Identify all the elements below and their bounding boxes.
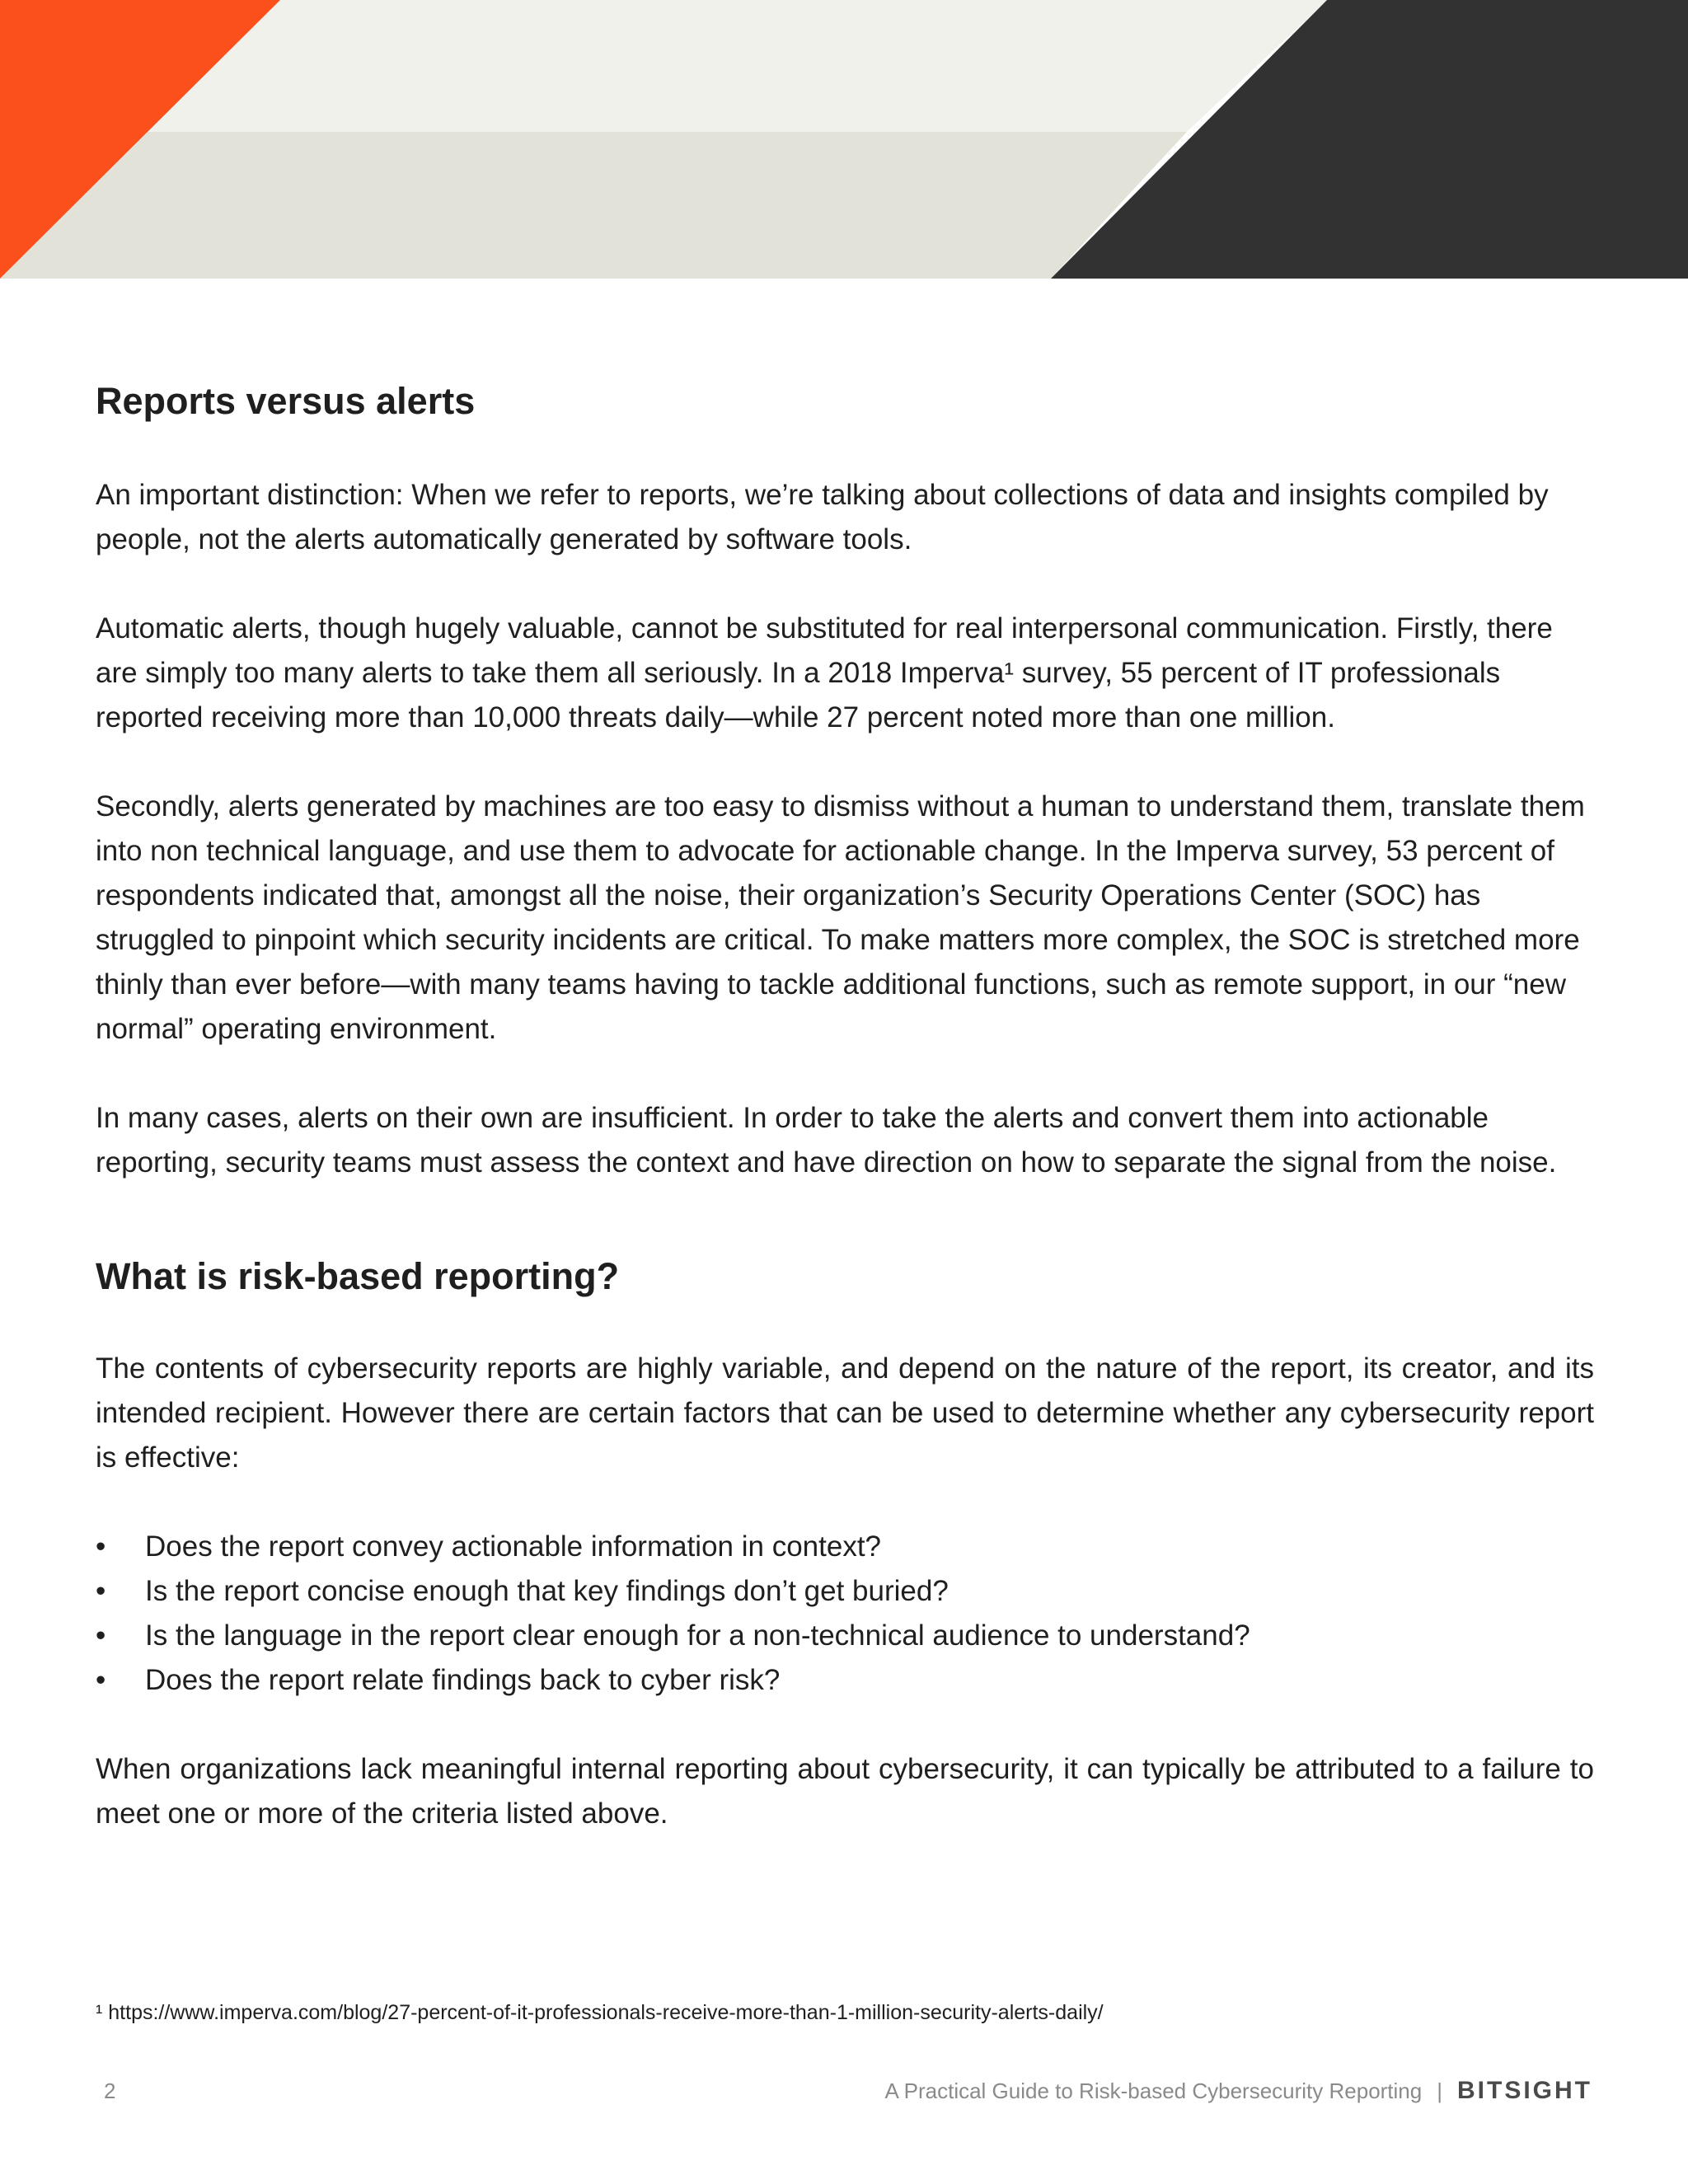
section-heading-risk-based-reporting: What is risk-based reporting? bbox=[96, 1255, 620, 1297]
list-item bbox=[96, 1658, 1594, 1703]
bullet-glyph: • bbox=[96, 1619, 106, 1652]
paragraph-report-contents: The contents of cybersecurity reports are highly variable, and depend on the nature of the report, its creator, and its intended recipient. However there are certain factors that can be used to determine whether any cybersecurity report is effective: bbox=[96, 1352, 1594, 1474]
bullet-glyph: • bbox=[96, 1664, 106, 1696]
section-heading-reports-vs-alerts: Reports versus alerts bbox=[96, 380, 476, 422]
banner-graphic bbox=[0, 0, 1688, 279]
footnote-link[interactable]: ¹ https://www.imperva.com/blog/27-percent-of-it-professionals-receive-more-than-1-million-security-alerts-daily/ bbox=[96, 2001, 1104, 2024]
banner-cream-band bbox=[148, 0, 1327, 132]
paragraph-closing: When organizations lack meaningful internal reporting about cybersecurity, it can typically be attributed to a failure to meet one or more of the criteria listed above. bbox=[96, 1753, 1594, 1830]
list-item bbox=[96, 1525, 1594, 1569]
banner-beige-band bbox=[0, 132, 1187, 279]
paragraph-distinction: An important distinction: When we refer to reports, we’re talking about collections of data and insights compiled by people, not the alerts automatically generated by software tools. bbox=[96, 479, 1549, 555]
main-content bbox=[96, 379, 1594, 1881]
document-title: A Practical Guide to Risk-based Cybersecurity Reporting bbox=[884, 2078, 1423, 2103]
bitsight-logo: BITSIGHT bbox=[1457, 2077, 1592, 2104]
footer-separator: | bbox=[1437, 2078, 1442, 2103]
list-item bbox=[96, 1569, 1594, 1614]
list-item-text: Does the report relate findings back to cyber risk? bbox=[145, 1664, 781, 1696]
page-number: 2 bbox=[104, 2079, 116, 2103]
paragraph-automatic-alerts: Automatic alerts, though hugely valuable, cannot be substituted for real interpersonal communication. Firstly, there are simply too many alerts to take them all seriously. In a 2018 Imperva¹ survey, 55 percent of IT professionals reported receiving more than 10,000 threats daily—while 27 percent noted more than one million. bbox=[96, 612, 1553, 733]
bullet-glyph: • bbox=[96, 1530, 106, 1563]
page-footer bbox=[96, 2077, 1592, 2118]
footer-right bbox=[885, 2077, 1593, 2105]
header-banner bbox=[0, 0, 1688, 279]
list-item bbox=[96, 1614, 1594, 1658]
bullet-glyph: • bbox=[96, 1575, 106, 1607]
list-item-text: Is the report concise enough that key findings don’t get buried? bbox=[145, 1575, 949, 1607]
list-item-text: Is the language in the report clear enough for a non-technical audience to understand? bbox=[145, 1619, 1250, 1652]
list-item-text: Does the report convey actionable information in context? bbox=[145, 1530, 882, 1563]
criteria-list bbox=[96, 1525, 1594, 1703]
paragraph-insufficient-alerts: In many cases, alerts on their own are insufficient. In order to take the alerts and convert them into actionable reporting, security teams must assess the context and have direction on how to separate the signal from the noise. bbox=[96, 1102, 1557, 1179]
paragraph-machine-alerts: Secondly, alerts generated by machines are too easy to dismiss without a human to understand them, translate them into non technical language, and use them to advocate for actionable change. In the Imperva survey, 53 percent of respondents indicated that, amongst all the noise, their organization’s Security Operations Center (SOC) has struggled to pinpoint which security incidents are critical. To make matters more complex, the SOC is stretched more thinly than ever before—with many teams having to tackle additional functions, such as remote support, in our “new normal” operating environment. bbox=[96, 790, 1585, 1045]
